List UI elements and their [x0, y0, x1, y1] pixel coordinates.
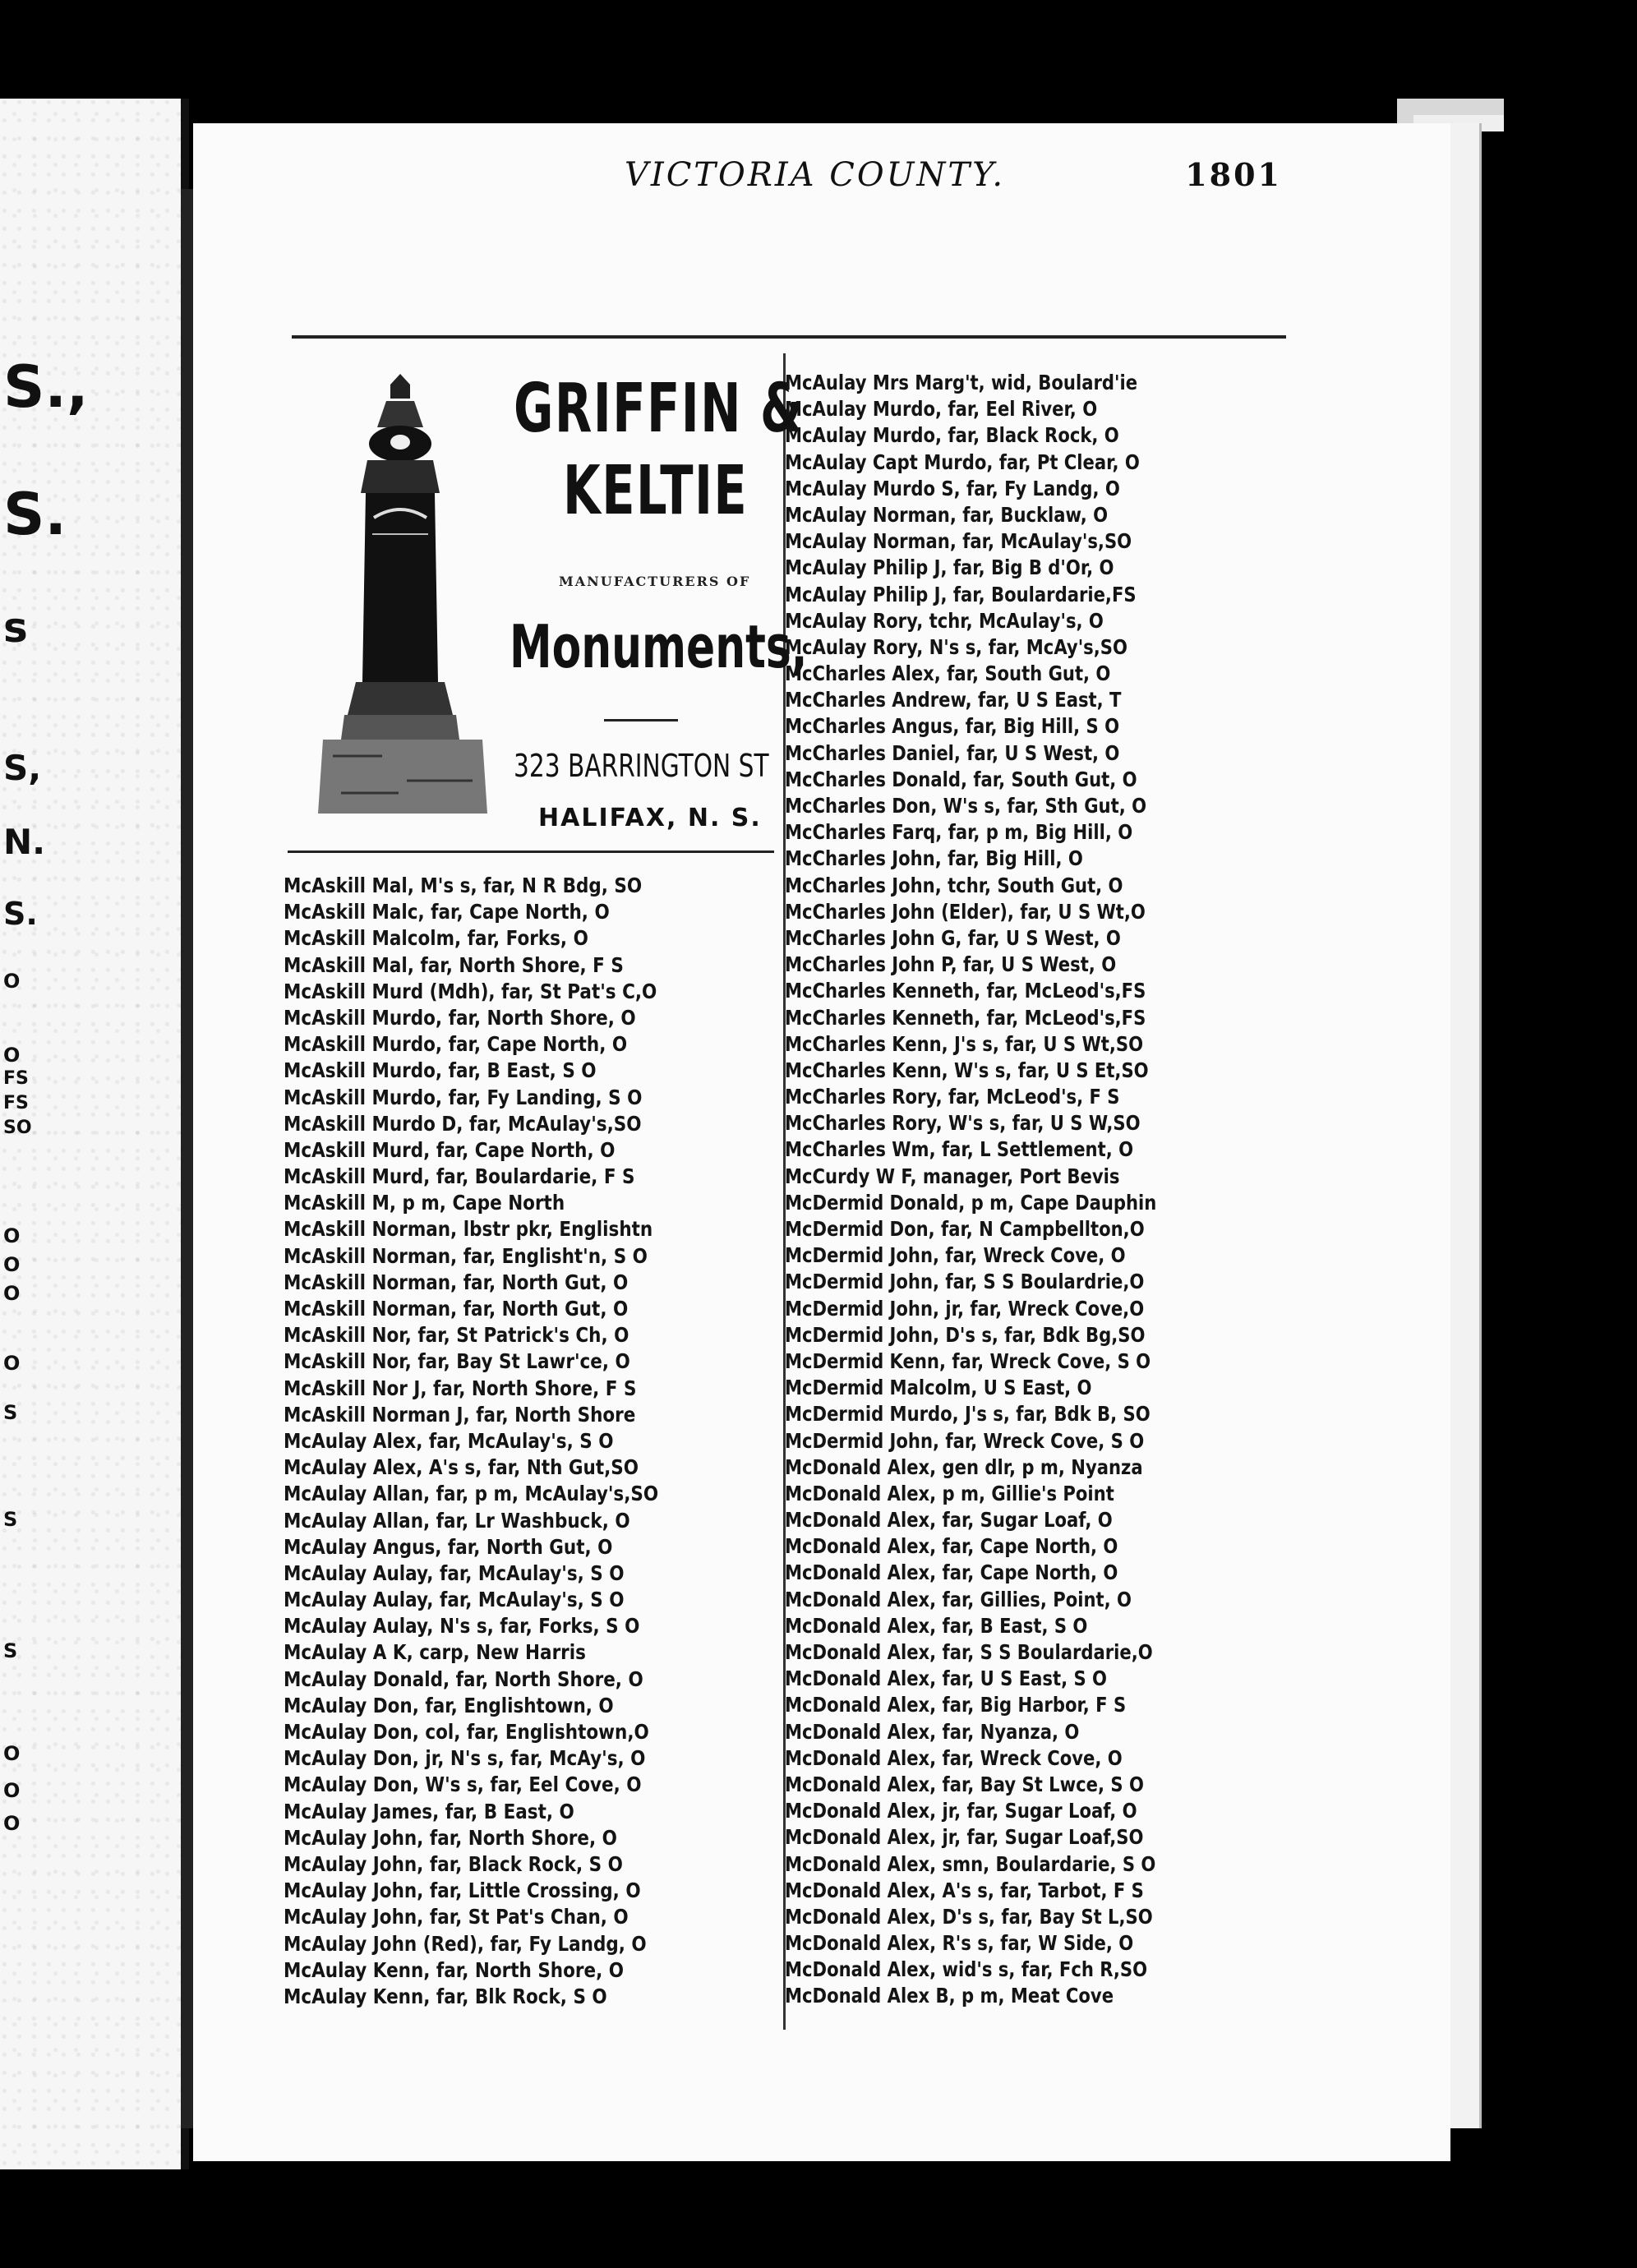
directory-entry: McAulay Allan, far, Lr Washbuck, O [284, 1508, 630, 1533]
directory-entry: McAulay Capt Murdo, far, Pt Clear, O [785, 449, 1140, 474]
directory-entry: McAskill Norman, far, Englisht'n, S O [284, 1243, 648, 1268]
page-title: VICTORIA COUNTY. [625, 156, 1006, 194]
fragment-text: s [3, 604, 28, 652]
directory-entry: McAulay Aulay, far, McAulay's, S O [284, 1588, 625, 1612]
directory-entry: McAulay John (Red), far, Fy Landg, O [284, 1931, 647, 1956]
directory-entry: McCharles Donald, far, South Gut, O [785, 767, 1137, 791]
fragment-text: O [3, 1224, 21, 1247]
directory-entry: McDonald Alex B, p m, Meat Cove [785, 1984, 1114, 2008]
directory-entry: McAulay Don, W's s, far, Eel Cove, O [284, 1772, 642, 1797]
fragment-text: S., [3, 353, 89, 421]
directory-entry: McAskill Murd, far, Cape North, O [284, 1137, 616, 1162]
firm-name-line1: GRIFFIN & [514, 370, 804, 448]
fragment-text: S [3, 1508, 18, 1531]
fragment-text: FS [3, 1068, 29, 1089]
directory-entry: McAskill Murdo, far, Cape North, O [284, 1032, 628, 1057]
directory-entry: McAskill Malcolm, far, Forks, O [284, 926, 588, 951]
directory-entry: McDonald Alex, far, U S East, S O [785, 1666, 1108, 1691]
directory-entry: McAulay Don, jr, N's s, far, McAy's, O [284, 1746, 646, 1771]
firm-name-line2: KELTIE [563, 452, 749, 530]
fragment-text: O [3, 1253, 21, 1276]
directory-entry: McAulay Donald, far, North Shore, O [284, 1666, 643, 1691]
directory-entry: McAulay Kenn, far, North Shore, O [284, 1957, 625, 1982]
directory-entry: McCharles John, far, Big Hill, O [785, 846, 1083, 871]
directory-entry: McAskill Murd, far, Boulardarie, F S [284, 1164, 635, 1189]
directory-entry: McDonald Alex, wid's s, far, Fch R,SO [785, 1957, 1148, 1982]
directory-entry: McAskill Malc, far, Cape North, O [284, 900, 610, 924]
ad-city: HALIFAX, N. S. [538, 804, 762, 832]
directory-entry: McAskill M, p m, Cape North [284, 1191, 565, 1215]
header-rule [292, 335, 1286, 339]
directory-entry: McAulay John, far, St Pat's Chan, O [284, 1905, 629, 1929]
directory-entry: McAulay Murdo S, far, Fy Landg, O [785, 476, 1120, 500]
directory-entry: McAskill Nor, far, St Patrick's Ch, O [284, 1323, 629, 1348]
directory-entry: McCharles John P, far, U S West, O [785, 952, 1117, 977]
directory-entry: McCharles Don, W's s, far, Sth Gut, O [785, 794, 1147, 818]
directory-entry: McAskill Murdo, far, Fy Landing, S O [284, 1085, 643, 1109]
fragment-text: O [3, 1352, 21, 1375]
directory-entry: McDermid John, far, S S Boulardrie,O [785, 1270, 1145, 1294]
directory-entry: McAulay Aulay, far, McAulay's, S O [284, 1560, 625, 1585]
directory-entry: McAulay Angus, far, North Gut, O [284, 1534, 613, 1559]
fragment-text: SO [3, 1118, 32, 1138]
directory-entry: McAskill Norman J, far, North Shore [284, 1402, 636, 1427]
directory-entry: McDonald Alex, R's s, far, W Side, O [785, 1931, 1134, 1956]
directory-entry: McDonald Alex, far, Sugar Loaf, O [785, 1508, 1113, 1533]
directory-entry: McAulay Aulay, N's s, far, Forks, S O [284, 1614, 640, 1639]
directory-entry: McAulay Philip J, far, Boulardarie,FS [785, 582, 1137, 606]
directory-entry: McAulay John, far, Little Crossing, O [284, 1878, 641, 1903]
directory-entry: McDonald Alex, A's s, far, Tarbot, F S [785, 1878, 1144, 1902]
directory-entry: McAskill Murd (Mdh), far, St Pat's C,O [284, 979, 657, 1003]
directory-entry: McDonald Alex, far, Bay St Lwce, S O [785, 1772, 1144, 1796]
directory-entry: McAulay Alex, A's s, far, Nth Gut,SO [284, 1455, 639, 1480]
directory-entry: McAulay Rory, N's s, far, McAy's,SO [785, 634, 1127, 659]
directory-entry: McAulay Don, col, far, Englishtown,O [284, 1720, 649, 1744]
directory-entry: McAskill Murdo, far, North Shore, O [284, 1005, 636, 1030]
directory-entry: McAskill Norman, far, North Gut, O [284, 1270, 629, 1294]
fragment-text: S. [3, 481, 67, 548]
directory-entry: McCharles Kenneth, far, McLeod's,FS [785, 979, 1146, 1003]
previous-page-fragment [0, 99, 189, 2169]
directory-entry: McDonald Alex, far, Cape North, O [785, 1560, 1118, 1585]
directory-entry: McCharles Andrew, far, U S East, T [785, 688, 1122, 712]
directory-entry: McAulay A K, carp, New Harris [284, 1640, 586, 1665]
directory-entry: McDonald Alex, smn, Boulardarie, S O [785, 1851, 1156, 1876]
directory-entry: McDermid John, jr, far, Wreck Cove,O [785, 1296, 1145, 1321]
directory-entry: McCharles Angus, far, Big Hill, S O [785, 714, 1120, 739]
directory-entry: McAulay Murdo, far, Eel River, O [785, 397, 1098, 422]
directory-entry: McDonald Alex, jr, far, Sugar Loaf,SO [785, 1825, 1144, 1850]
directory-entry: McDonald Alex, far, S S Boulardarie,O [785, 1640, 1153, 1664]
directory-entry: McCharles John, tchr, South Gut, O [785, 873, 1123, 897]
directory-entry: McDonald Alex, far, Wreck Cove, O [785, 1745, 1123, 1770]
directory-entry: McAskill Mal, M's s, far, N R Bdg, SO [284, 874, 643, 897]
directory-entry: McCharles John G, far, U S West, O [785, 925, 1121, 950]
directory-entry: McAulay Norman, far, McAulay's,SO [785, 529, 1132, 554]
fragment-text: O [3, 1779, 21, 1802]
directory-entry: McDonald Alex, p m, Gillie's Point [785, 1481, 1114, 1505]
directory-entry: McAulay Kenn, far, Blk Rock, S O [284, 1984, 607, 2008]
directory-entry: McCharles Rory, W's s, far, U S W,SO [785, 1111, 1141, 1136]
directory-entry: McCharles John (Elder), far, U S Wt,O [785, 899, 1146, 924]
directory-entry: McDonald Alex, far, Cape North, O [785, 1534, 1118, 1559]
directory-entry: McAulay Mrs Marg't, wid, Boulard'ie [785, 371, 1138, 394]
directory-entry: McDonald Alex, gen dlr, p m, Nyanza [785, 1454, 1143, 1479]
directory-entry: McCharles Kenneth, far, McLeod's,FS [785, 1005, 1146, 1030]
directory-entry: McCharles Kenn, W's s, far, U S Et,SO [785, 1058, 1149, 1082]
directory-entry: McCharles Daniel, far, U S West, O [785, 740, 1120, 765]
directory-entry: McAulay John, far, Black Rock, S O [284, 1851, 623, 1876]
directory-entry: McDermid Don, far, N Campbellton,O [785, 1217, 1145, 1241]
directory-entry: McAulay John, far, North Shore, O [284, 1825, 617, 1850]
directory-entry: McDermid Kenn, far, Wreck Cove, S O [785, 1348, 1151, 1373]
fragment-text: O [3, 1742, 21, 1765]
directory-entry: McDermid John, D's s, far, Bdk Bg,SO [785, 1322, 1146, 1347]
fragment-text: O [3, 970, 21, 993]
ad-bottom-rule [288, 850, 774, 853]
directory-entry: McAskill Norman, far, North Gut, O [284, 1297, 629, 1321]
directory-entry: McAskill Murdo D, far, McAulay's,SO [284, 1111, 642, 1136]
directory-entry: McDonald Alex, jr, far, Sugar Loaf, O [785, 1799, 1137, 1823]
fragment-text: FS [3, 1093, 29, 1113]
directory-entry: McCurdy W F, manager, Port Bevis [785, 1164, 1120, 1188]
directory-entry: McDonald Alex, far, B East, S O [785, 1613, 1088, 1638]
listing-column-left [284, 873, 777, 2010]
running-header [436, 156, 1282, 205]
fragment-text: S [3, 1401, 18, 1424]
directory-entry: McAskill Mal, far, North Shore, F S [284, 952, 624, 977]
directory-entry: McDermid Malcolm, U S East, O [785, 1376, 1092, 1400]
ad-divider [604, 719, 678, 721]
fragment-text: O [3, 1044, 21, 1067]
directory-entry: McDonald Alex, far, Gillies, Point, O [785, 1587, 1132, 1611]
directory-entry: McAulay Rory, tchr, McAulay's, O [785, 608, 1104, 633]
directory-entry: McAskill Murdo, far, B East, S O [284, 1058, 597, 1083]
directory-entry: McDermid Murdo, J's s, far, Bdk B, SO [785, 1402, 1151, 1427]
directory-entry: McAulay Don, far, Englishtown, O [284, 1693, 614, 1717]
directory-entry: McAulay Alex, far, McAulay's, S O [284, 1428, 614, 1453]
fragment-text: O [3, 1812, 21, 1835]
directory-entry: McDonald Alex, far, Nyanza, O [785, 1719, 1080, 1744]
fragment-text: S [3, 1639, 18, 1662]
directory-entry: McCharles Rory, far, McLeod's, F S [785, 1085, 1120, 1109]
directory-entry: McAulay Murdo, far, Black Rock, O [785, 423, 1119, 448]
directory-entry: McAulay Philip J, far, Big B d'Or, O [785, 555, 1114, 580]
directory-entry: McCharles Alex, far, South Gut, O [785, 662, 1111, 686]
directory-entry: McCharles Kenn, J's s, far, U S Wt,SO [785, 1031, 1144, 1056]
directory-entry: McDonald Alex, D's s, far, Bay St L,SO [785, 1904, 1153, 1929]
ad-product: Monuments, [510, 612, 808, 681]
directory-entry: McAulay Allan, far, p m, McAulay's,SO [284, 1482, 659, 1506]
fragment-text: S. [3, 896, 38, 932]
directory-entry: McDermid Donald, p m, Cape Dauphin [785, 1190, 1157, 1215]
directory-entry: McAskill Norman, lbstr pkr, Englishtn [284, 1217, 653, 1242]
fragment-text: S, [3, 748, 42, 788]
directory-entry: McAskill Nor, far, Bay St Lawr'ce, O [284, 1349, 630, 1374]
directory-entry: McCharles Wm, far, L Settlement, O [785, 1137, 1134, 1162]
fragment-text: O [3, 1282, 21, 1305]
directory-entry: McAulay James, far, B East, O [284, 1799, 574, 1823]
directory-entry: McDermid John, far, Wreck Cove, O [785, 1243, 1126, 1268]
directory-entry: McDermid John, far, Wreck Cove, S O [785, 1428, 1145, 1453]
ad-tagline: MANUFACTURERS OF [559, 574, 751, 589]
directory-entry: McAulay Norman, far, Bucklaw, O [785, 502, 1109, 527]
fragment-text: N. [3, 822, 46, 862]
page-number: 1801 [1185, 156, 1282, 193]
directory-entry: McDonald Alex, far, Big Harbor, F S [785, 1693, 1127, 1717]
listing-column-right [785, 370, 1286, 2010]
monument-illustration [308, 370, 497, 830]
advertisement [292, 345, 808, 863]
page-edge-right [1446, 123, 1482, 2128]
directory-entry: McAskill Nor J, far, North Shore, F S [284, 1376, 637, 1400]
directory-entry: McCharles Farq, far, p m, Big Hill, O [785, 820, 1133, 845]
ad-address: 323 BARRINGTON ST [514, 748, 769, 784]
